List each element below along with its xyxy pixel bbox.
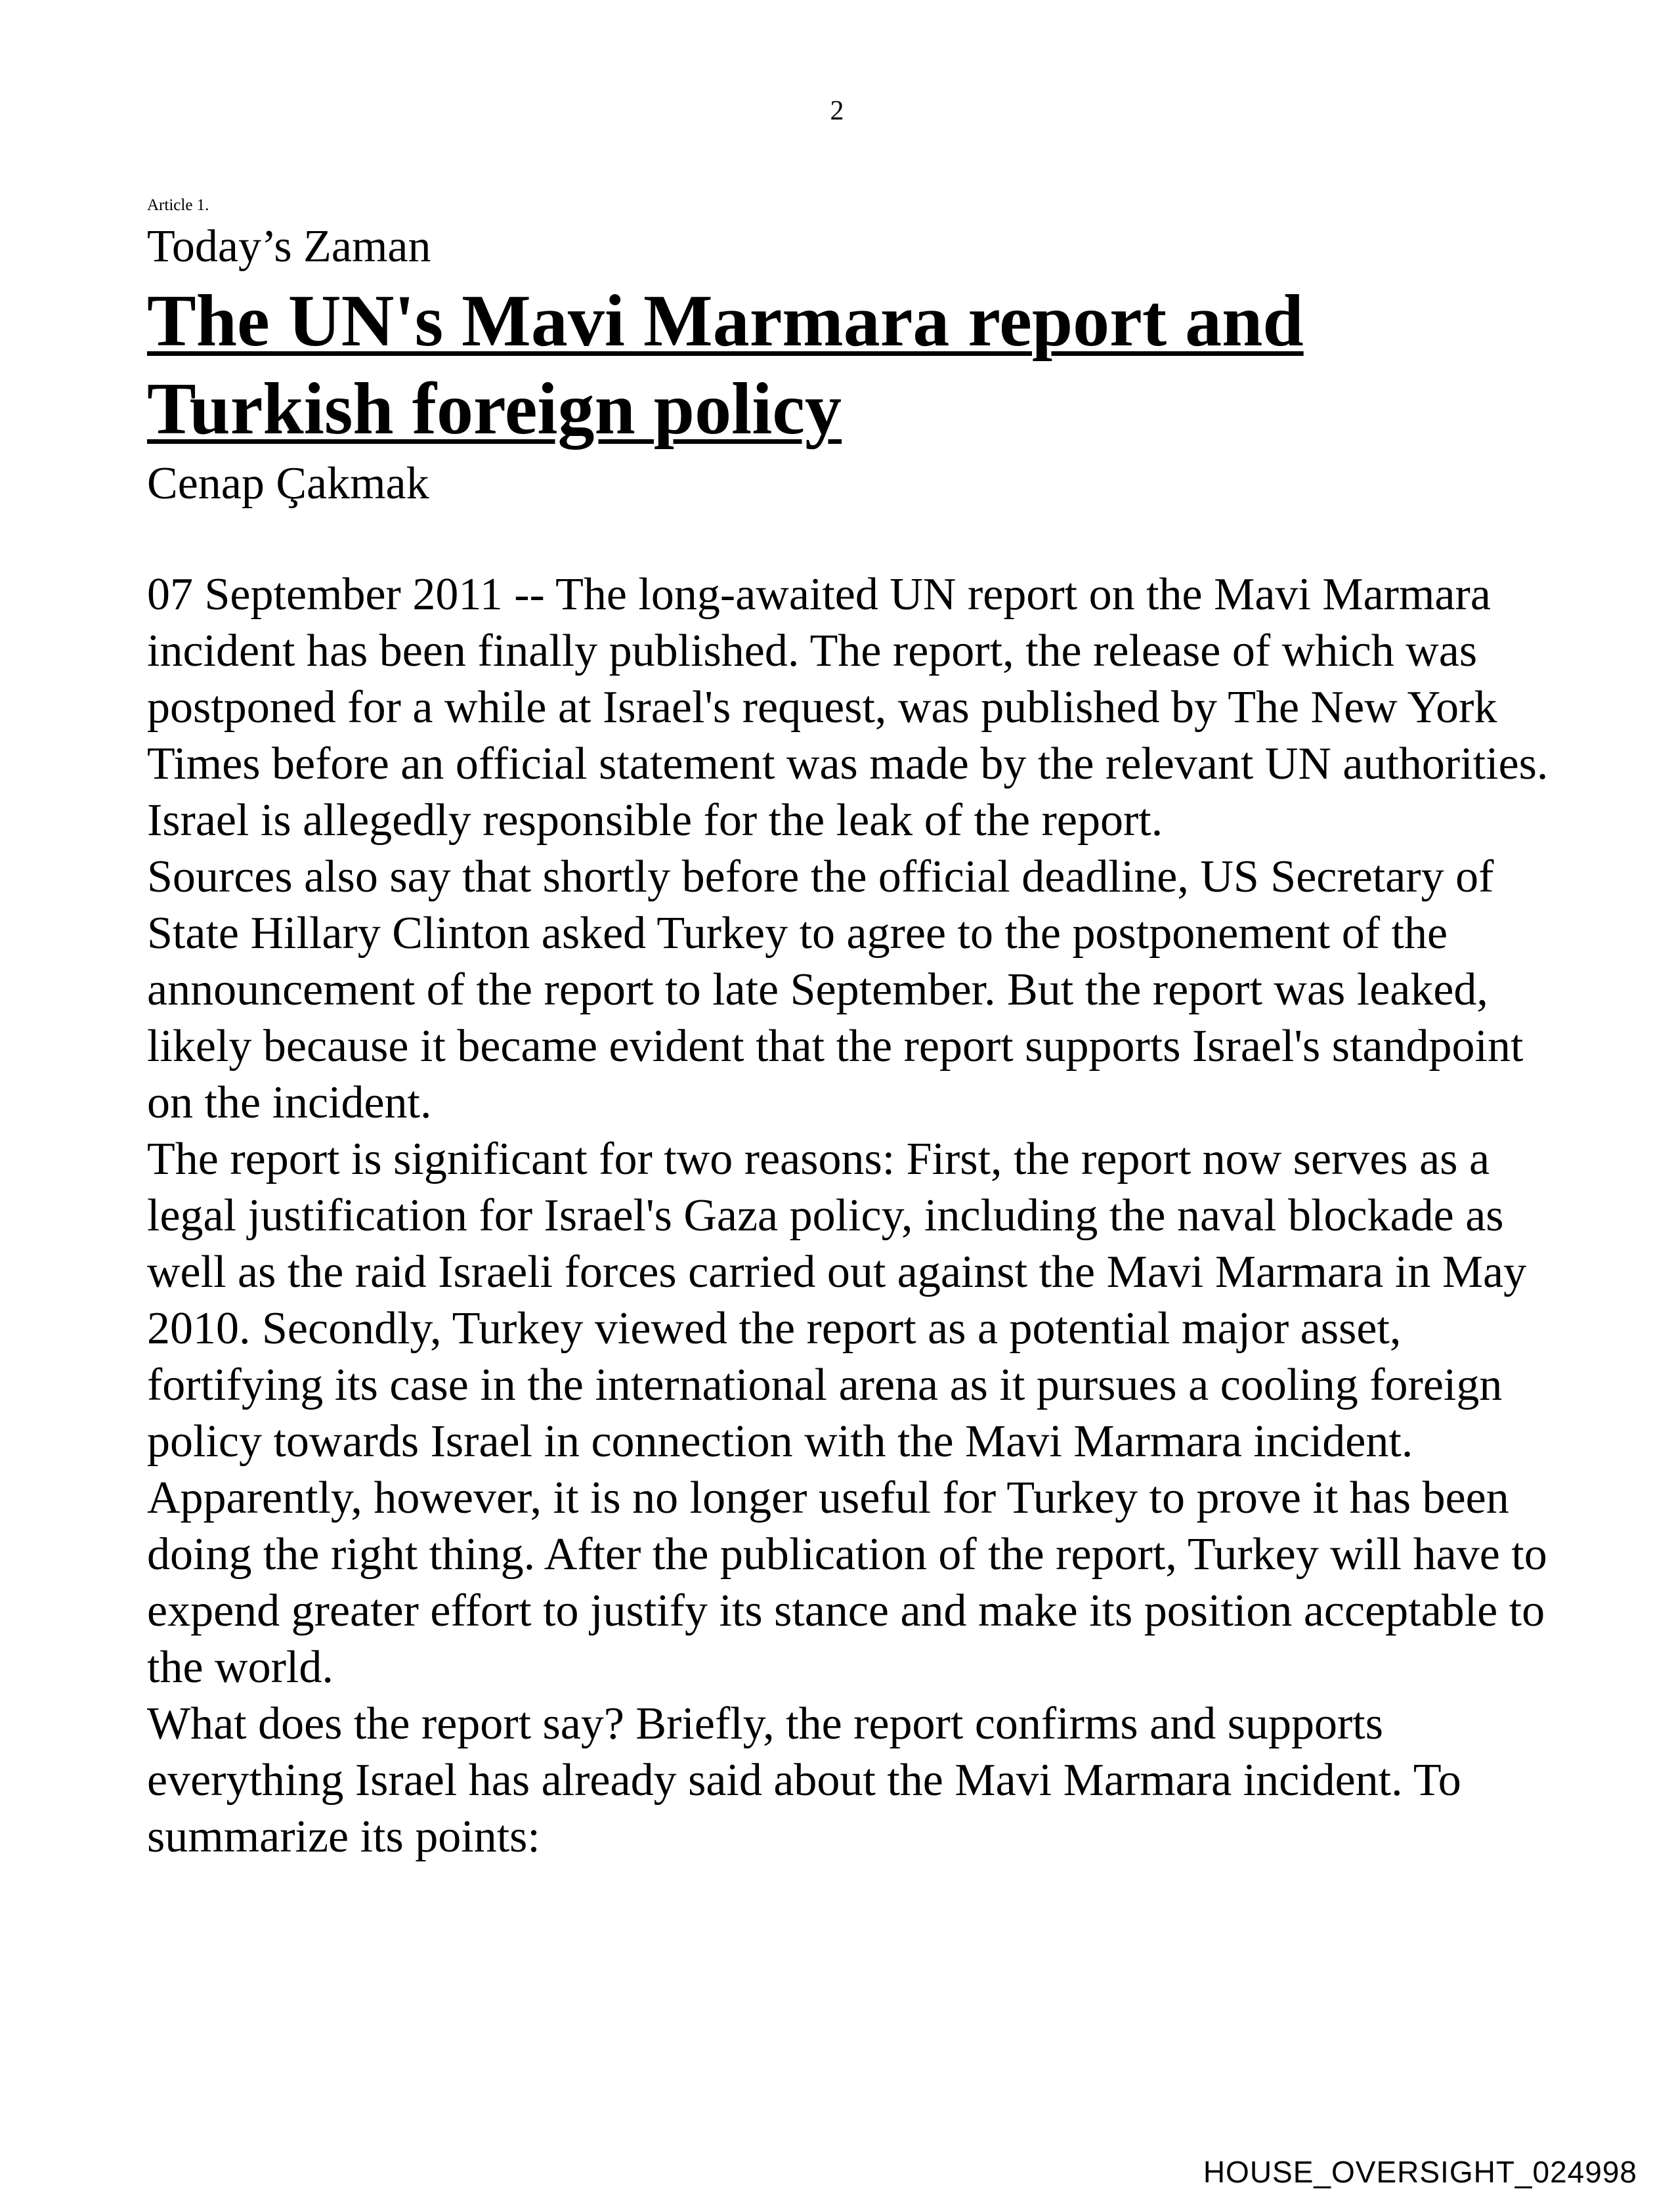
article — [147, 197, 1552, 1865]
article-author: Cenap Çakmak — [147, 458, 429, 509]
article-paragraph: 07 September 2011 -- The long-awaited UN report on the Mavi Marmara incident has been finally published. The report, the release of which was postponed for a while at Israel's request, was published by The New York Times before an official statement was made by the relevant UN authorities. Israel is allegedly responsible for the leak of the report. — [147, 569, 1549, 846]
page-number: 2 — [830, 96, 844, 126]
article-paragraph: Sources also say that shortly before the official deadline, US Secretary of State Hillary Clinton asked Turkey to agree to the postponement of the announcement of the report to late September. But the report was leaked, likely because it became evident that the report supports Israel's standpoint on the incident. — [147, 852, 1524, 1128]
article-headline: The UN's Mavi Marmara report and Turkish foreign policy — [147, 280, 1304, 450]
article-paragraph: What does the report say? Briefly, the report confirms and supports everything Israel has already said about the Mavi Marmara incident. To summarize its points: — [147, 1699, 1461, 1862]
publication-name: Today’s Zaman — [147, 221, 431, 272]
document-id: HOUSE_OVERSIGHT_024998 — [1203, 2155, 1637, 2189]
article-body — [147, 567, 1552, 1865]
article-label: Article 1. — [147, 196, 209, 214]
article-paragraph: The report is significant for two reasons: First, the report now serves as a legal justification for Israel's Gaza policy, including the naval blockade as well as the raid Israeli forces carried out against the Mavi Marmara in May 2010. Secondly, Turkey viewed the report as a potential major asset, fortifying its case in the international arena as it pursues a cooling foreign policy towards Israel in connection with the Mavi Marmara incident. Apparently, however, it is no longer useful for Turkey to prove it has been doing the right thing. After the publication of the report, Turkey will have to expend greater effort to justify its stance and make its position acceptable to the world. — [147, 1134, 1547, 1693]
